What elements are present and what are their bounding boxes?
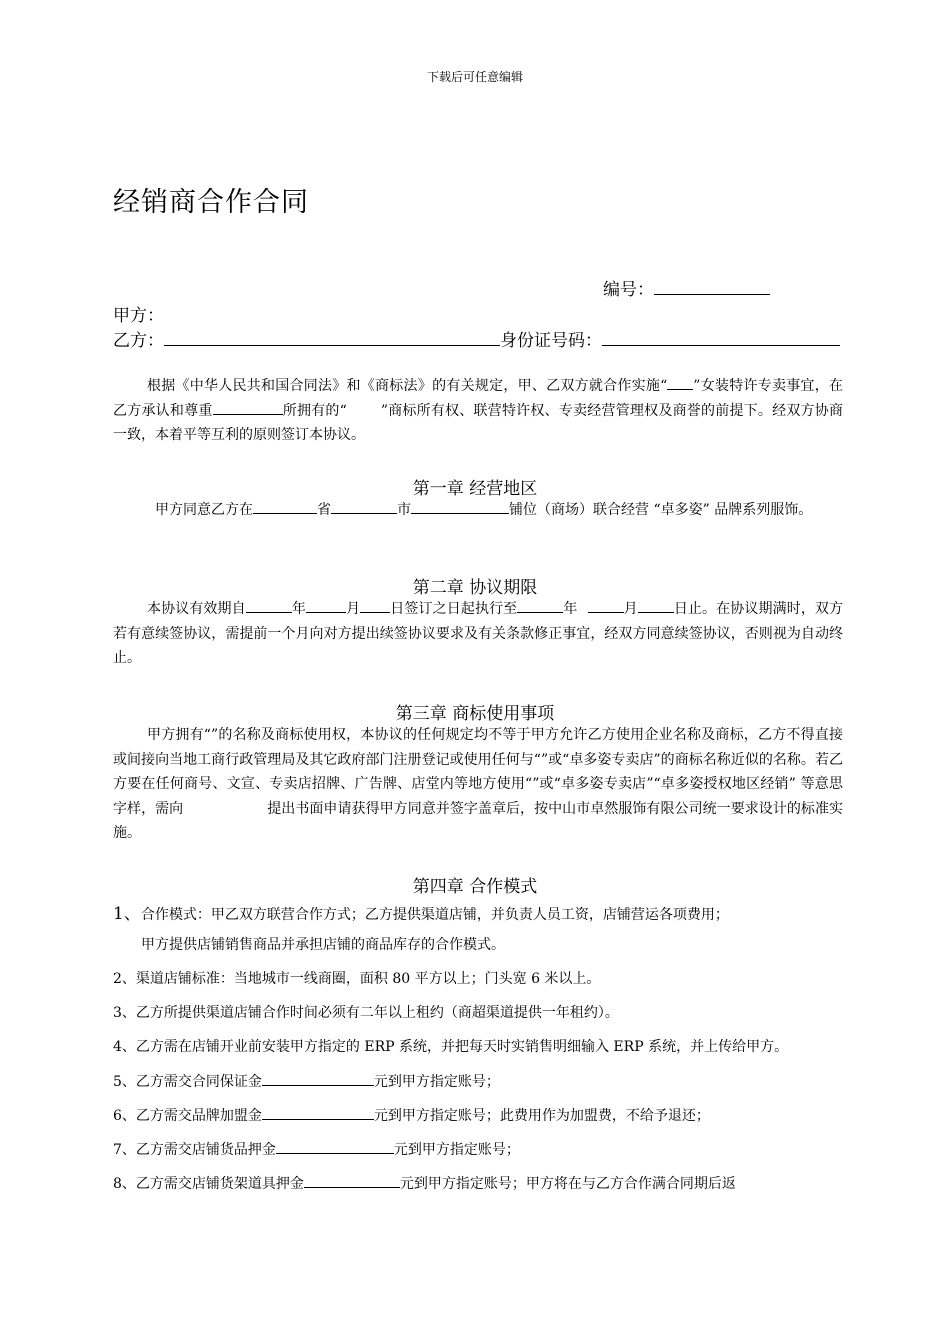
chapter-4-item-6 <box>113 1104 710 1125</box>
chapter-2-text-6: 月 <box>623 601 638 617</box>
contract-number-label: 编号： <box>603 280 654 300</box>
chapter-4-title: 第四章 合作模式 <box>412 877 538 897</box>
chapter-4-item-1 <box>113 899 729 924</box>
item-8-text-1: 8、乙方需交店铺货架道具押金 <box>113 1176 304 1192</box>
item-6-text-1: 6、乙方需交品牌加盟金 <box>113 1108 262 1124</box>
chapter-2-title: 第二章 协议期限 <box>412 578 538 598</box>
item-7-text-1: 7、乙方需交店铺货品押金 <box>113 1142 276 1158</box>
preamble-quote-open: “ <box>660 378 668 394</box>
end-day-blank <box>638 597 674 613</box>
chapter-2-text-1: 本协议有效期自 <box>147 601 246 617</box>
chapter-4-item-3: 3、乙方所提供渠道店铺合作时间必须有二年以上租约（商超渠道提供一年租约）。 <box>113 1005 619 1021</box>
chapter-2-text-5: 年 <box>563 601 578 617</box>
page-header: 下载后可任意编辑 <box>426 70 523 84</box>
fixture-deposit-blank <box>304 1172 400 1188</box>
chapter-1-text-2: 省 <box>317 502 331 518</box>
chapter-3-body <box>113 723 843 846</box>
chapter-4-item-7 <box>113 1138 520 1159</box>
chapter-3-text-2: 提出书面申请获得甲方同意并签字盖章后，按中山市卓然服饰有限公司统一要求设计的标准实施。 <box>113 800 843 841</box>
chapter-2-text-3: 月 <box>345 601 361 617</box>
preamble-text-2: 女装特许专卖事宜，在乙方承认和尊重 <box>113 378 844 419</box>
id-number-blank <box>602 328 840 346</box>
brand-blank <box>667 374 693 390</box>
chapter-4-item-8 <box>113 1172 736 1193</box>
chapter-4-item-5 <box>113 1070 500 1091</box>
party-b-name-blank <box>164 328 500 346</box>
chapter-1-body <box>113 498 843 523</box>
party-b <box>113 326 840 351</box>
item-1-number: 1、 <box>113 904 141 924</box>
contract-number-blank <box>654 277 770 295</box>
id-number-label: 身份证号码： <box>500 331 602 351</box>
end-month-blank <box>588 597 624 613</box>
item-5-text-1: 5、乙方需交合同保证金 <box>113 1074 262 1090</box>
chapter-3-title: 第三章 商标使用事项 <box>395 704 555 724</box>
goods-deposit-blank <box>276 1138 394 1154</box>
party-a-label: 甲方： <box>113 306 164 326</box>
preamble-text-3: 所拥有的“ <box>282 402 347 419</box>
preamble-quote-close: ” <box>693 378 701 394</box>
chapter-1-text-3: 市 <box>397 502 411 518</box>
item-7-text-2: 元到甲方指定账号； <box>393 1142 520 1158</box>
end-year-blank <box>517 597 563 613</box>
party-a <box>113 301 164 326</box>
preamble-text-4: ”商标所有权、联营特许权、专卖经营管理权及商誉的前提下。经双方协商一致，本着平等互利的原则签订本协议。 <box>113 402 844 443</box>
start-day-blank <box>360 597 390 613</box>
start-year-blank <box>246 597 292 613</box>
chapter-1-text-4: 铺位（商场）联合经营 “卓多姿” 品牌系列服饰。 <box>509 502 813 518</box>
party-b-label: 乙方： <box>113 331 164 351</box>
document-title: 经销商合作合同 <box>113 187 309 218</box>
preamble-paragraph <box>113 374 843 448</box>
chapter-4-item-2: 2、渠道店铺标准：当地城市一线商圈，面积 80 平方以上；门头宽 6 米以上。 <box>113 971 601 987</box>
item-8-text-2: 元到甲方指定账号；甲方将在与乙方合作满合同期后返 <box>399 1176 736 1192</box>
chapter-4-item-1-continued: 甲方提供店铺销售商品并承担店铺的商品库存的合作模式。 <box>141 937 505 953</box>
chapter-2-body <box>113 597 843 671</box>
province-blank <box>253 498 317 514</box>
chapter-2-text-7: 日止。在协议期满时，双方若有意续签协议，需提前一个月向对方提出续签协议要求及有关条款修正事宜，经双方同意续签协议，否则视为自动终止。 <box>113 601 844 666</box>
start-month-blank <box>306 597 346 613</box>
item-6-text-2: 元到甲方指定账号；此费用作为加盟费，不给予退还； <box>373 1108 710 1124</box>
chapter-1-title: 第一章 经营地区 <box>412 479 538 499</box>
chapter-2-text-2: 年 <box>291 601 306 617</box>
location-blank <box>411 498 509 514</box>
deposit-blank <box>262 1070 374 1086</box>
owner-blank <box>213 399 283 415</box>
item-5-text-2: 元到甲方指定账号； <box>373 1074 500 1090</box>
preamble-text-1: 根据《中华人民共和国合同法》和《商标法》的有关规定，甲、乙双方就合作实施 <box>147 378 661 394</box>
city-blank <box>331 498 397 514</box>
chapter-1-text-1: 甲方同意乙方在 <box>155 502 253 518</box>
item-1-text: 合作模式：甲乙双方联营合作方式；乙方提供渠道店铺，并负责人员工资，店铺营运各项费用； <box>140 907 729 923</box>
franchise-fee-blank <box>262 1104 374 1120</box>
contract-number <box>603 275 770 300</box>
chapter-2-text-4: 日签订之日起执行至 <box>390 601 518 617</box>
chapter-3-text-1: 甲方拥有“”的名称及商标使用权，本协议的任何规定均不等于甲方允许乙方使用企业名称及商标，乙方不得直接或间接向当地工商行政管理局及其它政府部门注册登记或使用任何与“”或“卓多姿专卖店”的商标名称近似的名称。若乙方要在任何商号、文宣、专卖店招牌、广告牌、店堂内等地方使用“”或“卓多姿专卖店”“卓多姿授权地区经销” 等意思字样，需向 <box>113 727 843 817</box>
chapter-4-item-4: 4、乙方需在店铺开业前安装甲方指定的 ERP 系统，并把每天时实销售明细输入 ERP 系统，并上传给甲方。 <box>113 1039 789 1055</box>
